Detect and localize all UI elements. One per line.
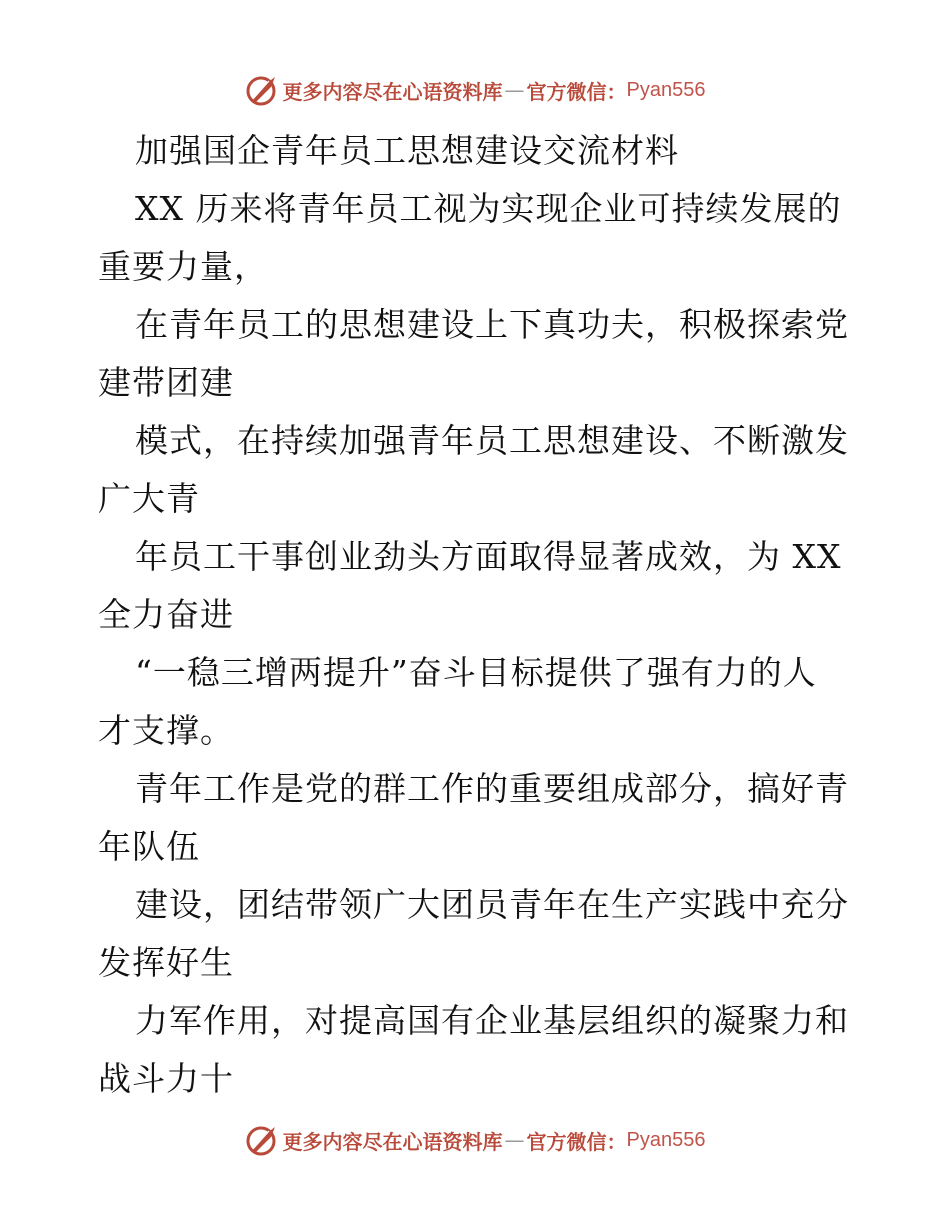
text-line: 广大青 — [98, 479, 200, 518]
text-line: 年员工干事创业劲头方面取得显著成效，为 XX — [135, 537, 842, 576]
text-line: 建设，团结带领广大团员青年在生产实践中充分 — [135, 885, 849, 924]
banner-dash: — — [504, 1128, 525, 1152]
text-line: 在青年员工的思想建设上下真功夫，积极探索党 — [135, 305, 849, 344]
text-line: 力军作用，对提高国有企业基层组织的凝聚力和 — [135, 1001, 849, 1040]
footer-banner — [0, 1120, 950, 1160]
text-line: 模式，在持续加强青年员工思想建设、不断激发 — [135, 421, 849, 460]
text-line: XX 历来将青年员工视为实现企业可持续发展的 — [135, 189, 842, 228]
header-banner — [0, 70, 950, 110]
quill-pen-logo-icon — [245, 73, 279, 107]
banner-dash: — — [504, 78, 525, 102]
quill-pen-logo-icon — [245, 1123, 279, 1157]
document-title: 加强国企青年员工思想建设交流材料 — [135, 131, 679, 170]
text-line: 建带团建 — [98, 363, 234, 402]
banner-wechat-id: Pyan556 — [626, 78, 706, 101]
banner-slogan: 更多内容尽在心语资料库 — [282, 79, 503, 104]
text-line: 青年工作是党的群工作的重要组成部分，搞好青 — [135, 769, 849, 808]
text-line: 才支撑。 — [98, 711, 234, 750]
banner-wechat-id: Pyan556 — [626, 1128, 706, 1151]
banner-wechat-label: 官方微信： — [526, 1129, 627, 1154]
document-body — [98, 122, 858, 1108]
text-line: 全力奋进 — [98, 595, 234, 634]
banner-slogan: 更多内容尽在心语资料库 — [282, 1129, 503, 1154]
banner-wechat-label: 官方微信： — [526, 79, 627, 104]
text-line: 年队伍 — [98, 827, 200, 866]
text-line: 战斗力十 — [98, 1059, 234, 1098]
text-line: 发挥好生 — [98, 943, 234, 982]
text-line: 重要力量， — [98, 247, 268, 286]
text-line: “一稳三增两提升”奋斗目标提供了强有力的人 — [135, 653, 817, 692]
